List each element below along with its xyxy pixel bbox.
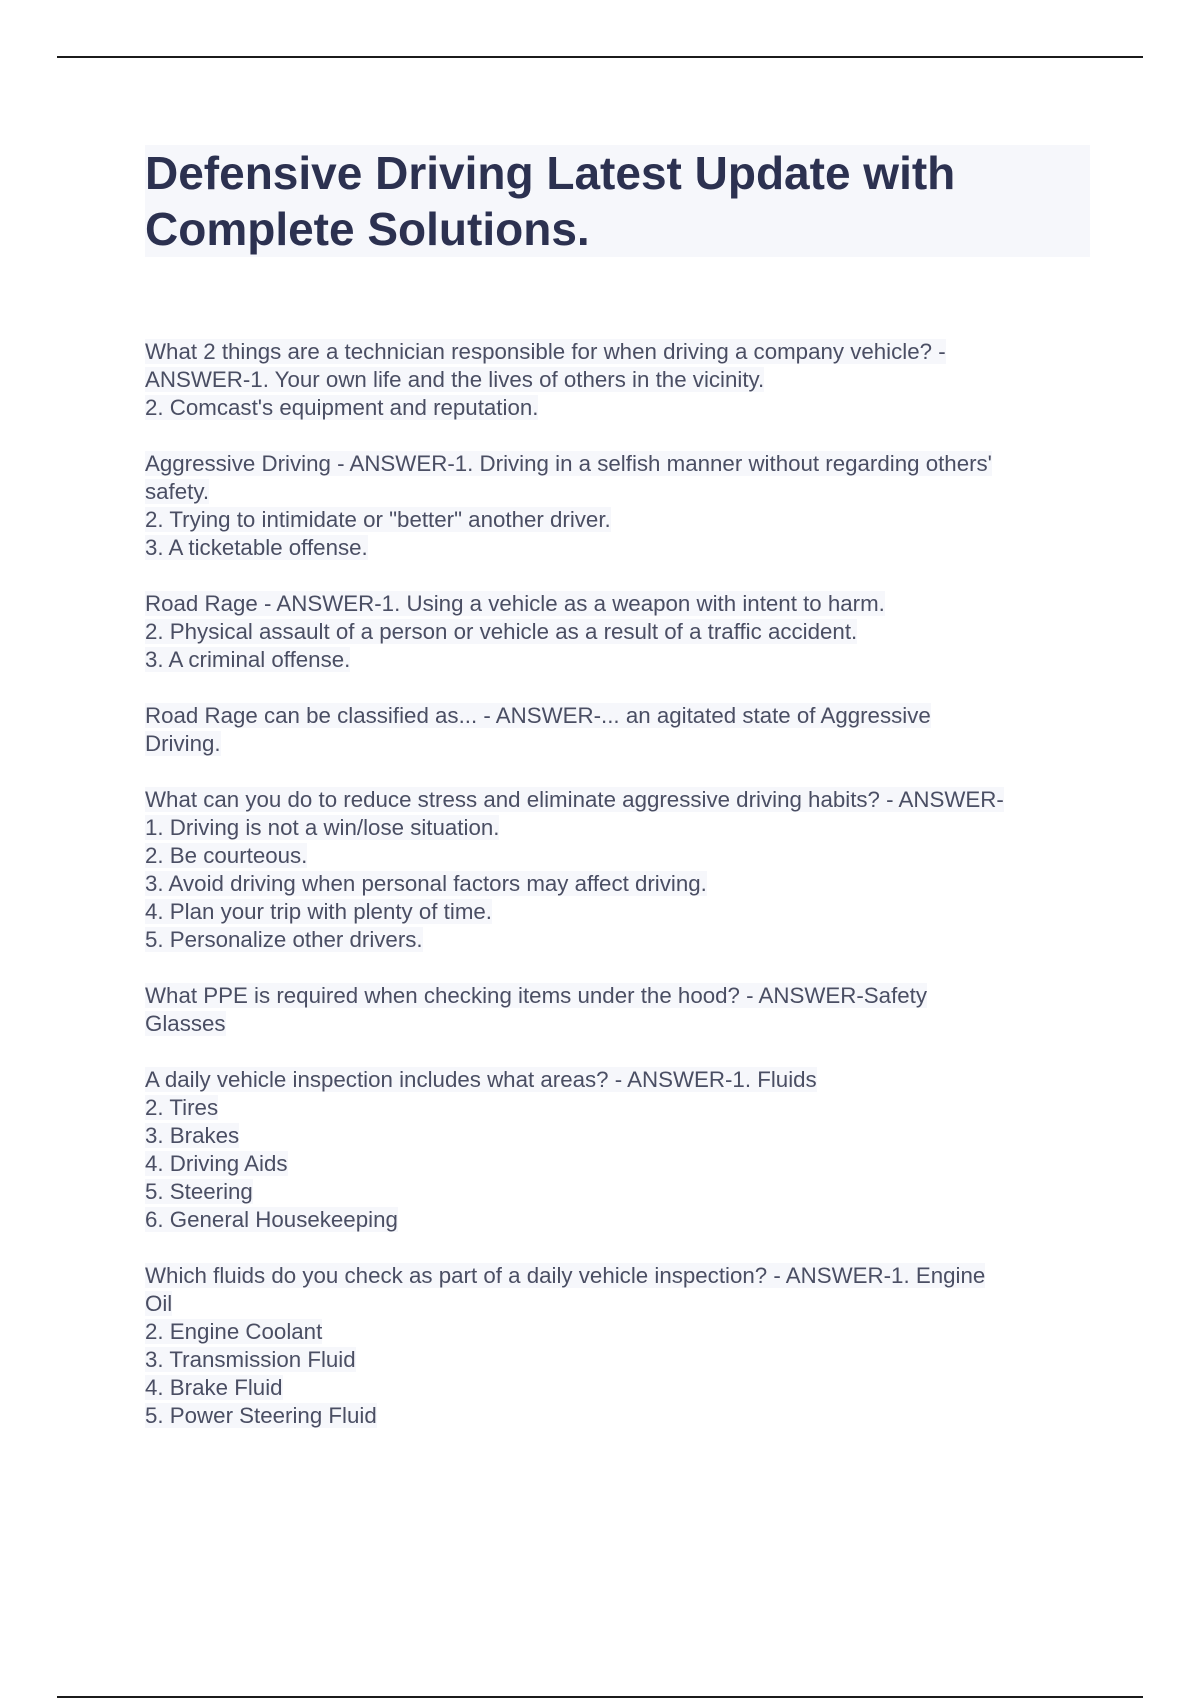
- qa-line: [145, 1178, 1085, 1206]
- qa-line-text: 2. Be courteous.: [145, 843, 308, 868]
- qa-line: [145, 1374, 1085, 1402]
- qa-line-text: Which fluids do you check as part of a daily vehicle inspection? - ANSWER-1. Engine: [145, 1263, 986, 1288]
- qa-line: [145, 534, 1085, 562]
- qa-item: [145, 590, 1085, 674]
- qa-line-text: 2. Trying to intimidate or "better" another driver.: [145, 507, 611, 532]
- qa-line: [145, 786, 1085, 814]
- qa-line-text: What PPE is required when checking items under the hood? - ANSWER-Safety: [145, 983, 928, 1008]
- qa-line: [145, 1290, 1085, 1318]
- qa-line: [145, 1094, 1085, 1122]
- qa-line-text: safety.: [145, 479, 210, 504]
- qa-line-text: 6. General Housekeeping: [145, 1207, 398, 1232]
- qa-line-text: Aggressive Driving - ANSWER-1. Driving in a selfish manner without regarding others': [145, 451, 992, 476]
- qa-line: [145, 982, 1085, 1010]
- qa-line: [145, 1010, 1085, 1038]
- qa-item: [145, 982, 1085, 1038]
- qa-line: [145, 450, 1085, 478]
- qa-item: [145, 1066, 1085, 1234]
- qa-line: [145, 814, 1085, 842]
- qa-line-text: Glasses: [145, 1011, 226, 1036]
- qa-line: [145, 338, 1085, 366]
- qa-line-text: 1. Driving is not a win/lose situation.: [145, 815, 500, 840]
- qa-line: [145, 1346, 1085, 1374]
- qa-line: [145, 1206, 1085, 1234]
- document-title: Defensive Driving Latest Update with Complete Solutions.: [145, 147, 956, 255]
- qa-line: [145, 730, 1085, 758]
- qa-line: [145, 618, 1085, 646]
- qa-line: [145, 1262, 1085, 1290]
- qa-line-text: 5. Power Steering Fluid: [145, 1403, 377, 1428]
- qa-line-text: 5. Personalize other drivers.: [145, 927, 423, 952]
- qa-line-text: A daily vehicle inspection includes what areas? - ANSWER-1. Fluids: [145, 1067, 817, 1092]
- qa-line: [145, 646, 1085, 674]
- qa-line: [145, 870, 1085, 898]
- qa-line-text: 3. A ticketable offense.: [145, 535, 368, 560]
- qa-line: [145, 842, 1085, 870]
- qa-item: [145, 702, 1085, 758]
- qa-line: [145, 702, 1085, 730]
- qa-line-text: 2. Engine Coolant: [145, 1319, 323, 1344]
- qa-item: [145, 786, 1085, 954]
- qa-line-text: ANSWER-1. Your own life and the lives of others in the vicinity.: [145, 367, 765, 392]
- qa-line-text: 3. Brakes: [145, 1123, 240, 1148]
- qa-item: [145, 1262, 1085, 1430]
- qa-line-text: Oil: [145, 1291, 173, 1316]
- qa-line-text: 4. Plan your trip with plenty of time.: [145, 899, 492, 924]
- qa-line-text: Road Rage - ANSWER-1. Using a vehicle as a weapon with intent to harm.: [145, 591, 885, 616]
- qa-line-text: Road Rage can be classified as... - ANSWER-... an agitated state of Aggressive: [145, 703, 931, 728]
- qa-line-text: 5. Steering: [145, 1179, 253, 1204]
- qa-line-text: 4. Driving Aids: [145, 1151, 288, 1176]
- qa-line: [145, 394, 1085, 422]
- qa-item: [145, 338, 1085, 422]
- qa-item: [145, 450, 1085, 562]
- qa-line-text: 2. Tires: [145, 1095, 219, 1120]
- qa-line: [145, 506, 1085, 534]
- qa-line: [145, 1402, 1085, 1430]
- qa-line-text: 3. Transmission Fluid: [145, 1347, 356, 1372]
- bottom-rule: [57, 1696, 1143, 1698]
- qa-line-text: Driving.: [145, 731, 221, 756]
- qa-line: [145, 590, 1085, 618]
- qa-line-text: What 2 things are a technician responsible for when driving a company vehicle? -: [145, 339, 946, 364]
- qa-line-text: 3. Avoid driving when personal factors may affect driving.: [145, 871, 707, 896]
- qa-line: [145, 1066, 1085, 1094]
- qa-line: [145, 478, 1085, 506]
- qa-list: [145, 338, 1085, 1458]
- qa-line: [145, 366, 1085, 394]
- qa-line: [145, 1150, 1085, 1178]
- qa-line-text: 3. A criminal offense.: [145, 647, 351, 672]
- qa-line-text: 2. Comcast's equipment and reputation.: [145, 395, 539, 420]
- qa-line-text: What can you do to reduce stress and eliminate aggressive driving habits? - ANSWER-: [145, 787, 1004, 812]
- qa-line: [145, 1318, 1085, 1346]
- qa-line-text: 2. Physical assault of a person or vehicle as a result of a traffic accident.: [145, 619, 858, 644]
- qa-line: [145, 1122, 1085, 1150]
- qa-line: [145, 898, 1085, 926]
- qa-line-text: 4. Brake Fluid: [145, 1375, 283, 1400]
- qa-line: [145, 926, 1085, 954]
- top-rule: [57, 56, 1143, 58]
